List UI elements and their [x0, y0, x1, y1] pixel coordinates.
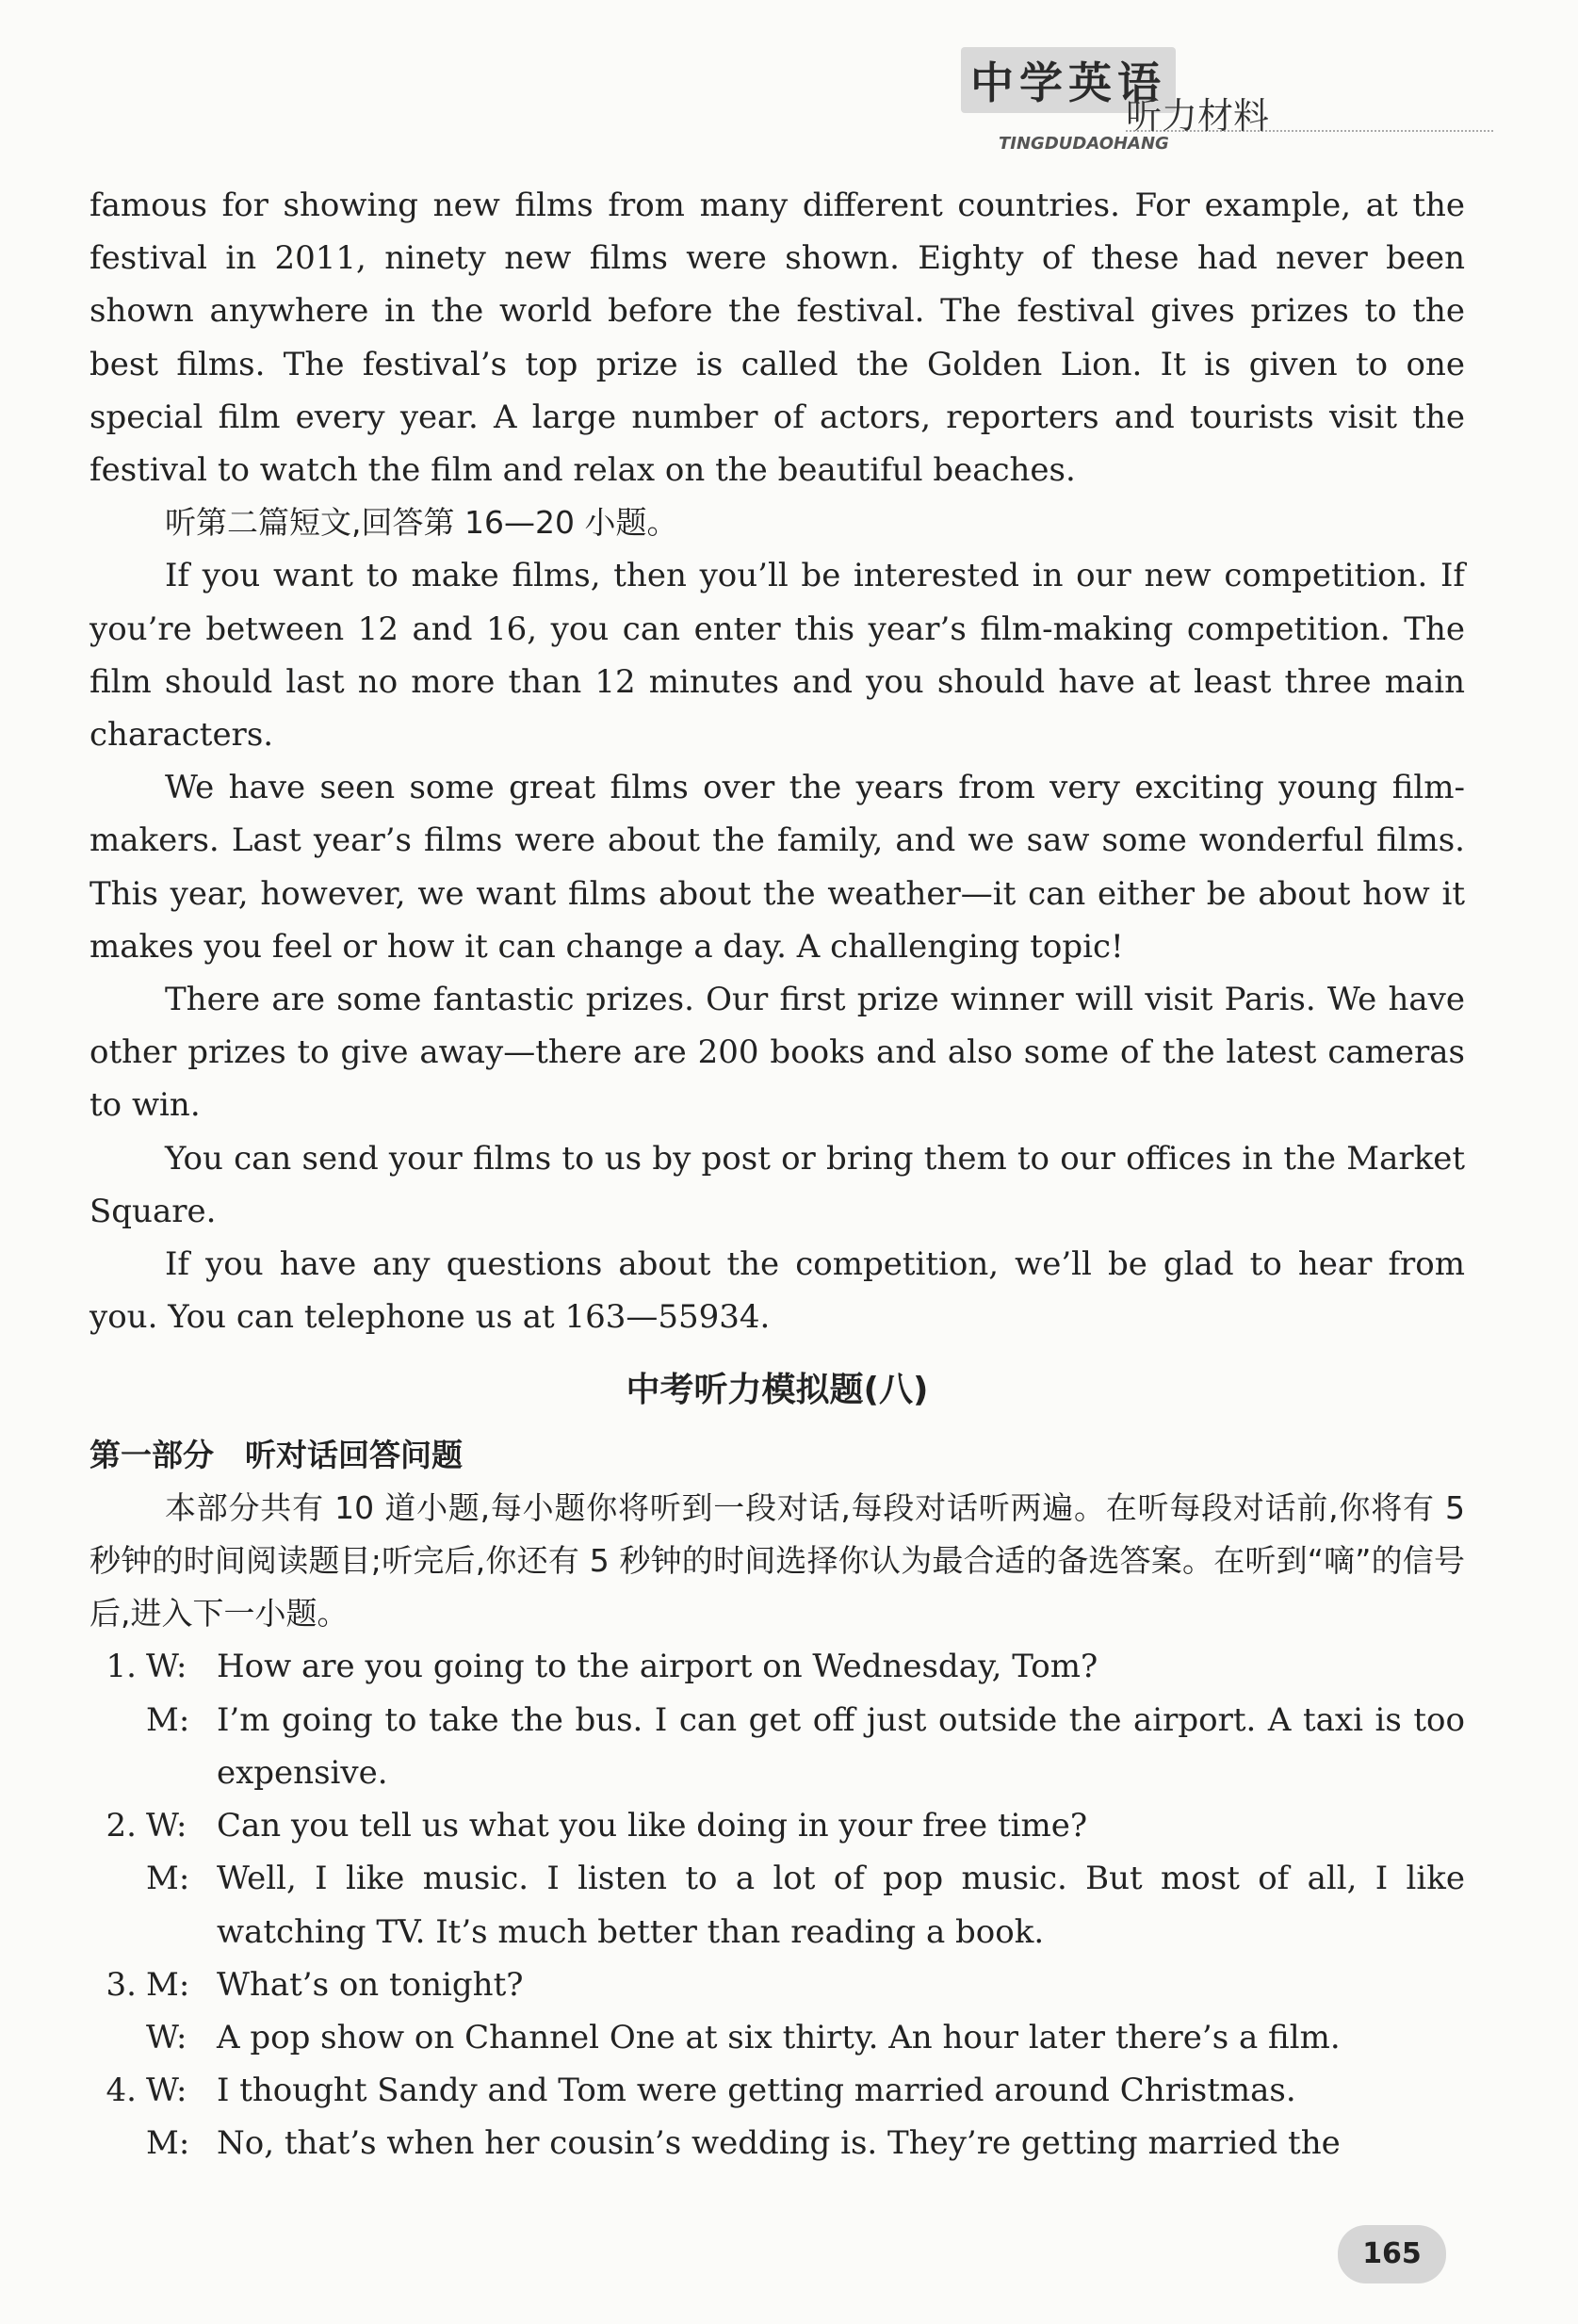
passage2-instruction: 听第二篇短文,回答第 16—20 小题。	[165, 504, 678, 542]
page-content	[89, 179, 1465, 2170]
header-title: 中学英语	[961, 47, 1176, 113]
passage2-paragraph: If you have any questions about the competition, we’ll be glad to hear from you. You can telephone us at 163—55934.	[89, 1245, 1465, 1337]
dialogue	[89, 2064, 1465, 2170]
passage1-end: famous for showing new films from many different countries. For example, at the festival in 2011, ninety new films were shown. Eighty of these had never been shown anywhere in the world before the festival. The festival gives prizes to the best films. The festival’s top prize is called the Golden Lion. It is given to one special film every year. A large number of actors, reporters and tourists visit the festival to watch the film and relax on the beautiful beaches.	[89, 187, 1465, 490]
speaker-label: W:	[146, 2072, 187, 2110]
page-number: 165	[1338, 2225, 1446, 2283]
header-subtitle: 听力材料	[1126, 95, 1270, 137]
dialogue-line	[89, 1640, 1465, 1693]
page-header	[942, 47, 1507, 170]
passage2-paragraph: You can send your films to us by post or bring them to our offices in the Market Square.	[89, 1139, 1465, 1230]
dialogue	[89, 1958, 1465, 2064]
dialogue-text: How are you going to the airport on Wednesday, Tom?	[217, 1648, 1098, 1686]
speaker-label: W:	[146, 2018, 187, 2056]
dialogue-number: 2.	[106, 1807, 137, 1845]
passage2-paragraph: We have seen some great films over the years from very exciting young film-makers. Last year’s films were about the family, and we saw some wonderful films. This year, however, we want films about the weather—it can either be about how it makes you feel or how it can change a day. A challenging topic!	[89, 769, 1465, 966]
dialogue-line	[89, 1799, 1465, 1852]
dialogue-line	[89, 2011, 1465, 2064]
dialogue-text: I thought Sandy and Tom were getting married around Christmas.	[217, 2072, 1296, 2110]
dialogue-text: I’m going to take the bus. I can get off just outside the airport. A taxi is too expensive.	[217, 1700, 1465, 1792]
dialogue-text: A pop show on Channel One at six thirty. An hour later there’s a film.	[217, 2018, 1341, 2056]
dialogue-text: Well, I like music. I listen to a lot of pop music. But most of all, I like watching TV. It’s much better than reading a book.	[217, 1860, 1465, 1951]
dialogue	[89, 1640, 1465, 1799]
speaker-label: M:	[146, 1965, 190, 2004]
dialogue-line	[89, 1694, 1465, 1799]
dialogue-text: What’s on tonight?	[217, 1965, 524, 2004]
dialogue-number: 1.	[106, 1648, 137, 1686]
speaker-label: W:	[146, 1648, 187, 1686]
dialogue-line	[89, 1958, 1465, 2011]
speaker-label: M:	[146, 2124, 190, 2163]
dialogue-text: Can you tell us what you like doing in your free time?	[217, 1807, 1088, 1845]
speaker-label: M:	[146, 1860, 190, 1898]
part-instructions: 本部分共有 10 道小题,每小题你将听到一段对话,每段对话听两遍。在听每段对话前,你将有 5 秒钟的时间阅读题目;听完后,你还有 5 秒钟的时间选择你认为最合适的备选答案。在听到“嘀”的信号后,进入下一小题。	[89, 1488, 1465, 1633]
dialogue-text: No, that’s when her cousin’s wedding is. They’re getting married the	[217, 2124, 1341, 2163]
dialogue	[89, 1799, 1465, 1958]
dialogue-line	[89, 2117, 1465, 2170]
speaker-label: W:	[146, 1807, 187, 1845]
header-pinyin: TINGDUDAOHANG	[999, 134, 1169, 154]
section-title: 中考听力模拟题(八)	[626, 1371, 929, 1410]
passage2-paragraph: There are some fantastic prizes. Our first prize winner will visit Paris. We have other prizes to give away—there are 200 books and also some of the latest cameras to win.	[89, 981, 1465, 1125]
dialogue-line	[89, 1852, 1465, 1958]
passage2-paragraph: If you want to make films, then you’ll be interested in our new competition. If you’re between 12 and 16, you can enter this year’s film-making competition. The film should last no more than 12 minutes and you should have at least three main characters.	[89, 557, 1465, 755]
dialogue-line	[89, 2064, 1465, 2117]
part-title: 第一部分 听对话回答问题	[89, 1436, 463, 1473]
dialogue-number: 3.	[106, 1965, 137, 2004]
dialogue-number: 4.	[106, 2072, 137, 2110]
speaker-label: M:	[146, 1700, 190, 1739]
